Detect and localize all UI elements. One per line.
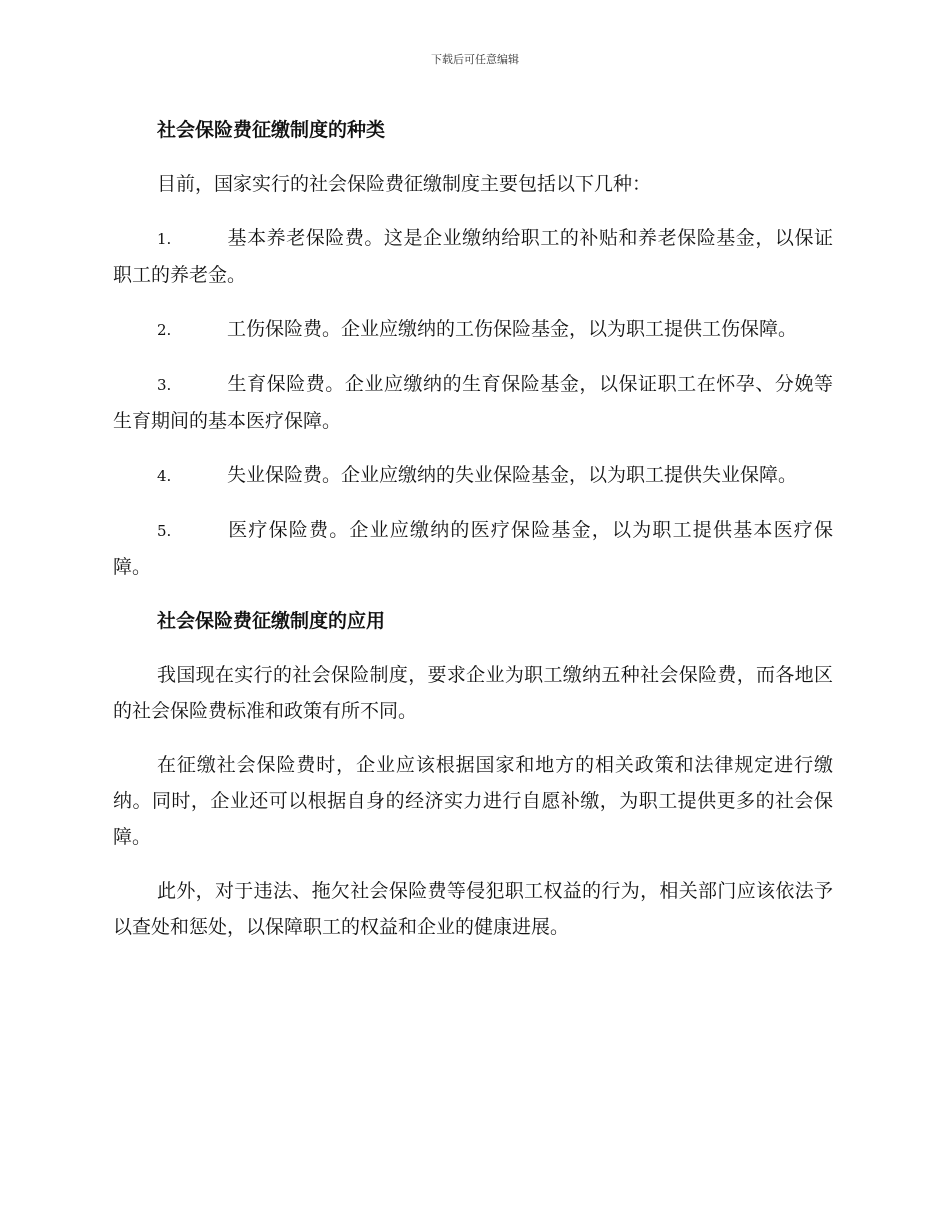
list-text: 生育保险费。企业应缴纳的生育保险基金，以保证职工在怀孕、分娩等生育期间的基本医疗保障。 <box>113 373 833 432</box>
list-number: 2. <box>157 321 172 339</box>
list-number: 1. <box>157 230 172 248</box>
intro-paragraph: 目前，国家实行的社会保险费征缴制度主要包括以下几种： <box>157 173 652 195</box>
list-item <box>113 220 833 293</box>
body-paragraph: 此外，对于违法、拖欠社会保险费等侵犯职工权益的行为，相关部门应该依法予以查处和惩处，以保障职工的权益和企业的健康进展。 <box>113 880 833 938</box>
list-text: 失业保险费。企业应缴纳的失业保险基金，以为职工提供失业保障。 <box>227 464 798 486</box>
list-item <box>113 311 833 348</box>
document-body <box>113 112 833 963</box>
list-text: 工伤保险费。企业应缴纳的工伤保险基金，以为职工提供工伤保障。 <box>227 318 798 340</box>
list-number: 5. <box>157 522 172 540</box>
list-number: 3. <box>157 376 172 394</box>
section-heading-application: 社会保险费征缴制度的应用 <box>157 610 386 632</box>
list-text: 基本养老保险费。这是企业缴纳给职工的补贴和养老保险基金，以保证职工的养老金。 <box>113 227 833 286</box>
list-item <box>113 457 833 494</box>
body-paragraph: 我国现在实行的社会保险制度，要求企业为职工缴纳五种社会保险费，而各地区的社会保险费标准和政策有所不同。 <box>113 664 833 722</box>
section-heading-types: 社会保险费征缴制度的种类 <box>157 119 386 141</box>
body-paragraph: 在征缴社会保险费时，企业应该根据国家和地方的相关政策和法律规定进行缴纳。同时，企业还可以根据自身的经济实力进行自愿补缴，为职工提供更多的社会保障。 <box>113 754 833 848</box>
page-header: 下载后可任意编辑 <box>431 53 519 66</box>
list-text: 医疗保险费。企业应缴纳的医疗保险基金，以为职工提供基本医疗保障。 <box>113 519 833 578</box>
list-item <box>113 366 833 439</box>
list-item <box>113 512 833 585</box>
list-number: 4. <box>157 467 172 485</box>
